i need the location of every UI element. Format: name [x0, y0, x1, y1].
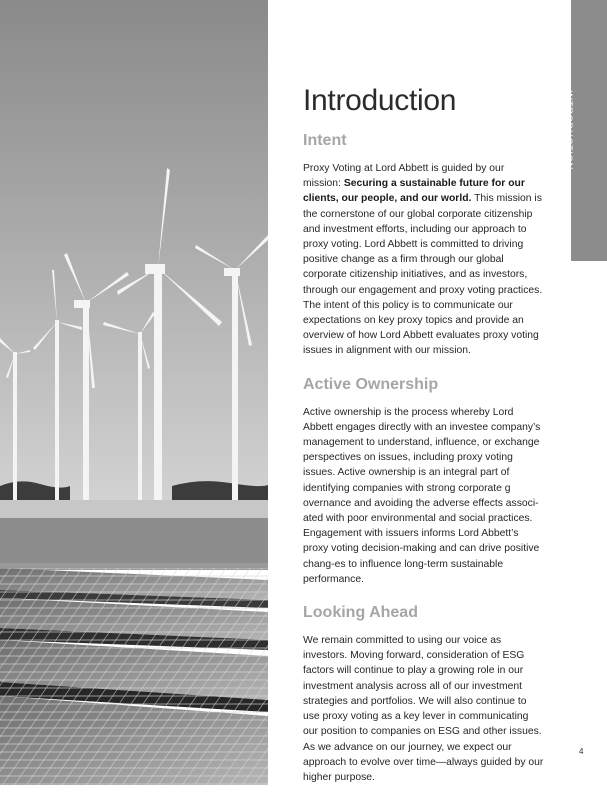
section-side-tab — [563, 0, 607, 261]
active-ownership-section — [303, 376, 545, 587]
page-number: 4 — [579, 747, 584, 756]
active-ownership-paragraph: Active ownership is the process whereby Lord Abbett engages directly with an investee company’s management to understand, influence, or exchange perspectives on issues, including proxy voting issues. Active ownership is an integral part of identifying companies with strong corporate g overnance and avoiding the adverse effects associ-ated with poor environmental and social practices. Engagement with issuers informs Lord Abbett’s proxy voting decision-making and can drive positive chang-es to influence long-term sustainable performance. — [303, 406, 541, 585]
side-tab-label: INTRODUCTION — [563, 90, 574, 171]
page-title: Introduction — [303, 84, 457, 117]
active-ownership-heading: Active Ownership — [303, 375, 439, 393]
mission-statement: Securing a sustainable future for our clients, our people, and our world. — [303, 178, 525, 205]
intent-text-before: Proxy Voting at Lord Abbett is guided by our mission: — [303, 163, 505, 190]
main-content — [303, 84, 545, 802]
intent-section — [303, 132, 545, 359]
looking-ahead-heading: Looking Ahead — [303, 604, 418, 622]
wind-solar-photo — [0, 0, 268, 785]
looking-ahead-paragraph: We remain committed to using our voice as investors. Moving forward, consideration of ESG factors will continue to play a growing role in our investment analysis across all of our investment strategies and portfolios. We will also continue to use proxy voting as a key lever in communicating our position to companies on ESG and other issues. As we advance on our journey, we expect our approach to evolve over time—always guided by our higher purpose. — [303, 635, 544, 783]
intent-paragraph — [303, 161, 545, 359]
intent-text-after: This mission is the cornerstone of our global corporate citizenship and investment efforts, including our approach to proxy voting. Lord Abbett is committed to driving positive change as a firm through our global corporate citizenship initiatives, and as investors, through our engagement and proxy voting practices. The intent of this policy is to communicate our expectations on key proxy topics and provide an overview of how Lord Abbett evaluates proxy voting issues in alignment with our mission. — [303, 193, 543, 357]
looking-ahead-section — [303, 604, 545, 785]
intent-heading: Intent — [303, 132, 347, 149]
